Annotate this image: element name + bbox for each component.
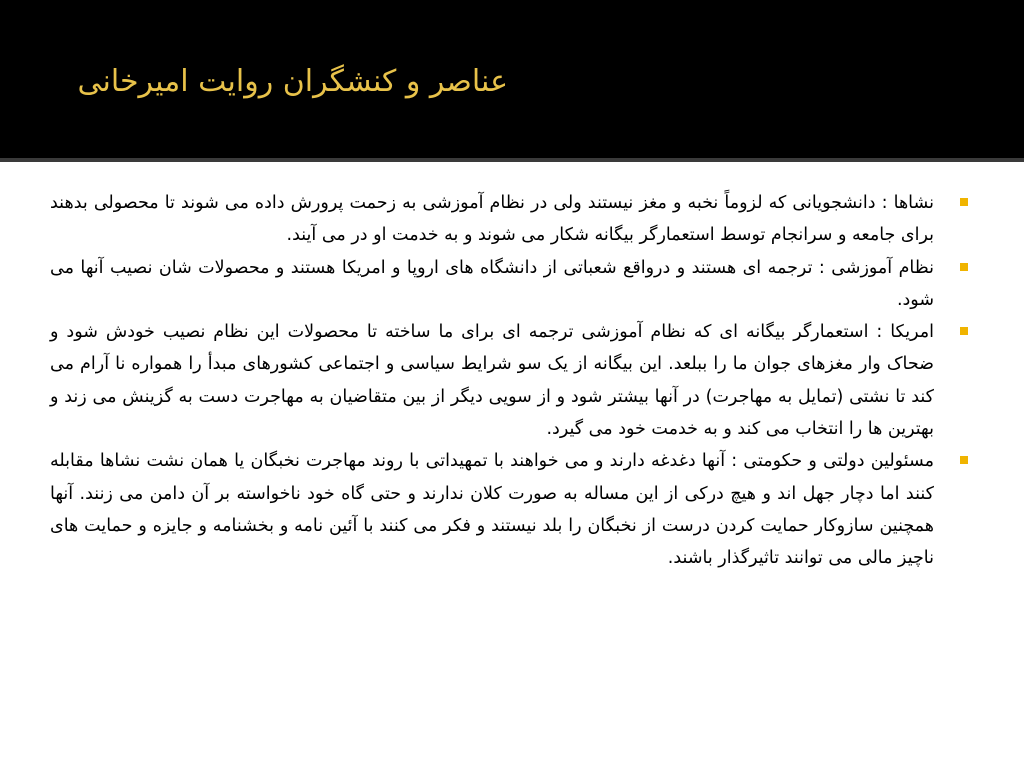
bullet-text: مسئولین دولتی و حکومتی : آنها دغدغه دارند و می خواهند با تمهیداتی با روند مهاجرت نخبگان یا همان نشت نشاها مقابله کنند اما دچار جهل اند و هیچ درکی از این مساله به صورت کلان ندارند و حتی گاه خود ناخواسته بر آن دامن می زنند. آنها همچنین سازوکار حمایت کردن درست از نخبگان را بلد نیستند و فکر می کنند با آئین نامه و بخشنامه و جایزه و حمایت های ناچیز مالی می توانند تاثیرگذار باشند.: [50, 451, 934, 569]
bullet-text: نشاها : دانشجویانی که لزوماً نخبه و مغز نیستند ولی در نظام آموزشی به زحمت پرورش داده می شوند تا محصولی بدهند برای جامعه و سرانجام توسط استعمارگر بیگانه شکار می شوند و به خدمت او در می آیند.: [50, 193, 934, 246]
bullet-square-icon: [960, 198, 968, 206]
slide-title: عناصر و کنشگران روایت امیرخانی: [77, 64, 508, 99]
bullet-square-icon: [960, 263, 968, 271]
bullet-item: [50, 316, 970, 445]
title-divider: [0, 158, 1024, 162]
bullet-list: [50, 187, 970, 575]
bullet-item: [50, 252, 970, 317]
bullet-text: امریکا : استعمارگر بیگانه ای که نظام آموزشی ترجمه ای برای ما ساخته تا محصولات این نظام نصیب خودش شود و ضحاک وار مغزهای جوان ما را ببلعد. این بیگانه از یک سو شرایط سیاسی و اجتماعی کشورهای مبدأ را همواره نا آرام می کند تا نشتی (تمایل به مهاجرت) در آنها بیشتر شود و از سویی دیگر از بین متقاضیان به مهاجرت دست به گزینش می زند و بهترین ها را انتخاب می کند و به خدمت خود می گیرد.: [50, 322, 934, 440]
bullet-square-icon: [960, 327, 968, 335]
bullet-item: [50, 187, 970, 252]
bullet-text: نظام آموزشی : ترجمه ای هستند و درواقع شعباتی از دانشگاه های اروپا و امریکا هستند و محصولات شان نصیب آنها می شود.: [50, 257, 934, 310]
bullet-item: [50, 445, 970, 574]
bullet-square-icon: [960, 456, 968, 464]
title-bar: [0, 0, 1024, 158]
